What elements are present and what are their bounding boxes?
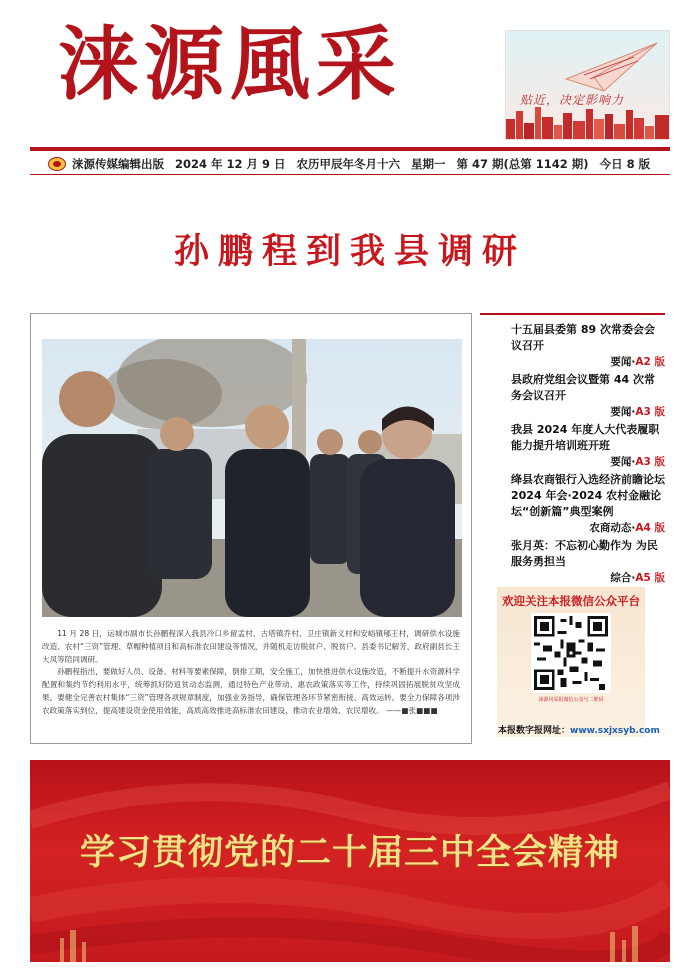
banner-slogan: 学习贯彻党的二十届三中全会精神	[79, 833, 620, 873]
weekday: 星期一	[411, 157, 446, 171]
qr-code-icon[interactable]	[531, 613, 611, 693]
lead-story-body	[42, 628, 460, 718]
toc-item-title[interactable]: 绛县农商银行入选经济前瞻论坛 2024 年会·2024 农村金融论坛“创新篇”典型案例	[511, 473, 665, 518]
promo-slogan: 贴近，决定影响力	[520, 93, 625, 107]
story-paragraph-text: 孙鹏程指出，要做好人员、设备、材料等要素保障，倒排工期，安全施工，加快推进供水设施改造，不断提升水资源科学配置和集约节约利用水平，统筹抓好防返贫动态监测，通过特色产业带动、惠农政策落实等工作，持续巩固拓展脱贫攻坚成果。要健全完善农村集体“三资”管理各项规章制度，加强业务指导，确保管理各环节紧密衔接、高效运转。要全力保障各项涉农政策落实到位，提高建设资金使用效能，高质高效推进高标准农田建设，推动农业增效、农民增收。	[42, 667, 460, 715]
publisher-name: 涞源传媒编辑出版	[72, 157, 164, 171]
lead-story-photo	[42, 339, 462, 617]
toc-item-page-number: A3 版	[635, 456, 665, 468]
toc-item-page-number: A3 版	[635, 406, 665, 418]
toc-item[interactable]	[493, 538, 665, 586]
paper-plane-icon	[564, 39, 659, 94]
toc-item[interactable]	[493, 422, 665, 470]
toc-item-section: 要闻·	[610, 406, 636, 418]
publisher-logo-icon	[48, 157, 66, 171]
toc-item-section: 综合·	[610, 572, 636, 584]
toc-item-page	[493, 454, 665, 470]
story-paragraph	[42, 666, 460, 717]
digital-edition-site	[498, 723, 670, 736]
lunar-date: 农历甲辰年冬月十六	[296, 157, 401, 171]
toc-item-title[interactable]: 十五届县委第 89 次常委会会议召开	[511, 323, 655, 352]
toc-item-section: 要闻·	[610, 356, 636, 368]
issue-date: 2024 年 12 月 9 日	[175, 157, 286, 171]
page-count: 今日 8 版	[599, 157, 651, 171]
toc-item-page-number: A2 版	[635, 356, 665, 368]
lead-headline: 孙鹏程到我县调研	[173, 232, 526, 272]
toc-item-page-number: A5 版	[635, 572, 665, 584]
qr-card-caption: 涞源风采报微信公众号二维码	[538, 697, 604, 703]
city-skyline-icon	[506, 105, 669, 139]
contents-sidebar	[493, 322, 665, 588]
toc-item-page-number: A4 版	[635, 522, 665, 534]
toc-item-title[interactable]: 我县 2024 年度人大代表履职能力提升培训班开班	[511, 423, 660, 452]
issue-info-bar	[48, 156, 673, 172]
slogan-banner	[30, 760, 670, 962]
toc-item-page	[493, 520, 665, 536]
story-byline: ——■张■■■	[386, 705, 438, 715]
sidebar-rule	[480, 313, 665, 315]
wechat-qr-card	[497, 587, 645, 737]
toc-item-section: 农商动态·	[589, 522, 636, 534]
qr-card-title: 欢迎关注本报微信公众平台	[502, 594, 640, 608]
toc-item-title[interactable]: 张月英：不忘初心勤作为 为民服务勇担当	[511, 539, 658, 568]
lead-story	[30, 313, 472, 744]
newspaper-masthead-title: 涞源風采	[58, 17, 402, 111]
toc-item-page	[493, 354, 665, 370]
toc-item-page	[493, 570, 665, 586]
issue-number: 第 47 期(总第 1142 期)	[456, 157, 589, 171]
site-label: 本报数字报网址：	[498, 726, 571, 736]
toc-item[interactable]	[493, 372, 665, 420]
masthead-rule	[30, 147, 670, 151]
toc-item-section: 要闻·	[610, 456, 636, 468]
promo-illustration	[505, 30, 670, 140]
site-url-link[interactable]: www.sxjxsyb.com	[570, 726, 660, 736]
toc-item-title[interactable]: 县政府党组会议暨第 44 次常务会议召开	[511, 373, 655, 402]
infobar-rule	[30, 174, 670, 175]
story-paragraph: 11 月 28 日，运城市副市长孙鹏程深入我县冷口乡留孟村、古塔镇乔村、卫庄镇新义村和安峪镇郇王村，调研供水设施改造、农村“三资”管理、草帽种植项目和高标准农田建设等情况，并随机走访脱贫户、脱贫户。县委书记解芳，政府副县长王大凤等陪同调研。	[42, 629, 460, 664]
toc-item-page	[493, 404, 665, 420]
toc-item[interactable]	[493, 322, 665, 370]
toc-item[interactable]	[493, 472, 665, 536]
